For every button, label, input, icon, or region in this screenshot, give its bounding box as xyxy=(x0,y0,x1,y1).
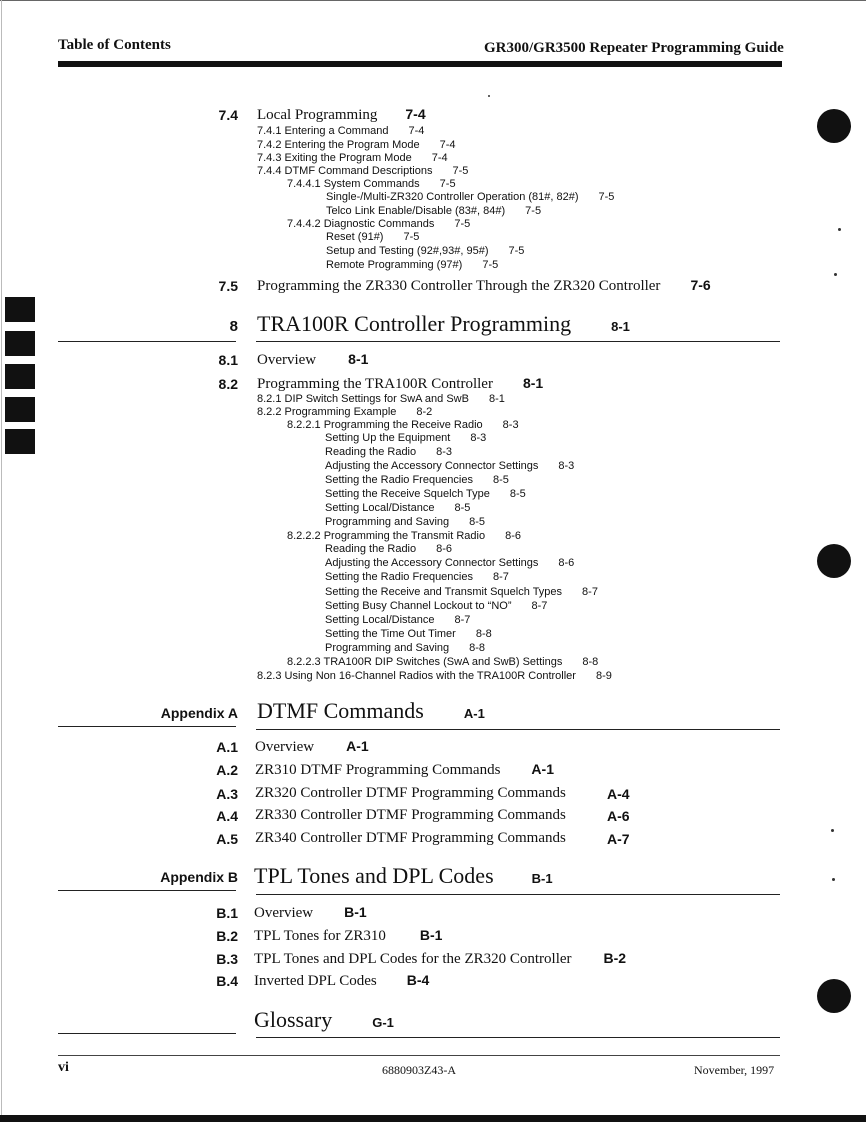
glossary-left-rule xyxy=(58,1033,236,1034)
appendix-b-4-page: B-4 xyxy=(406,972,430,988)
appendix-b-1-entry[interactable] xyxy=(254,904,367,922)
toc-item[interactable]: Reset (91#) 7-5 xyxy=(326,231,420,243)
appendix-a-3-page[interactable]: A-4 xyxy=(607,786,630,802)
appendix-a-left-rule xyxy=(58,726,236,727)
toc-item[interactable]: 7.4.4.2 Diagnostic Commands 7-5 xyxy=(287,218,471,230)
appendix-b-3-entry[interactable] xyxy=(254,950,626,968)
section-7-4-title: Local Programming xyxy=(257,107,378,123)
footer-doc-number: 6880903Z43-A xyxy=(382,1063,456,1077)
binder-tab-mark xyxy=(5,297,35,322)
appendix-b-left-rule xyxy=(58,890,236,891)
appendix-b-3-page: B-2 xyxy=(603,950,627,966)
section-8-1-title: Overview xyxy=(257,352,317,368)
appendix-a-title: DTMF Commands xyxy=(257,698,424,723)
toc-item[interactable]: 7.4.4.1 System Commands 7-5 xyxy=(287,178,456,190)
section-8-1-number: 8.1 xyxy=(218,352,238,368)
binder-tab-mark xyxy=(5,429,35,454)
appendix-a-1-entry[interactable] xyxy=(255,738,369,756)
header-left-title: Table of Contents xyxy=(58,37,171,53)
toc-item[interactable]: Telco Link Enable/Disable (83#, 84#) 7-5 xyxy=(326,205,542,217)
chapter-8-entry[interactable] xyxy=(257,311,630,337)
appendix-a-3-number: A.3 xyxy=(216,786,238,802)
toc-item[interactable]: Adjusting the Accessory Connector Settings 8-3 xyxy=(325,460,575,472)
section-8-2-entry[interactable] xyxy=(257,375,543,393)
appendix-a-2-page: A-1 xyxy=(531,761,554,777)
appendix-b-title: TPL Tones and DPL Codes xyxy=(254,863,494,888)
punch-hole xyxy=(817,544,851,578)
appendix-a-page: A-1 xyxy=(463,706,485,721)
footer-rule xyxy=(58,1055,780,1056)
toc-item[interactable]: 7.4.4 DTMF Command Descriptions 7-5 xyxy=(257,165,469,177)
appendix-b-entry[interactable] xyxy=(254,863,553,889)
header-rule xyxy=(58,61,782,67)
section-8-1-page: 8-1 xyxy=(348,351,369,367)
appendix-a-5-number: A.5 xyxy=(216,831,238,847)
toc-item[interactable]: Setup and Testing (92#,93#, 95#) 7-5 xyxy=(326,245,525,257)
section-7-4-page: 7-4 xyxy=(405,106,426,122)
chapter-8-number: 8 xyxy=(229,318,238,335)
appendix-a-4-number: A.4 xyxy=(216,808,238,824)
glossary-page: G-1 xyxy=(372,1015,394,1030)
footer-date: November, 1997 xyxy=(694,1063,775,1077)
speck xyxy=(834,273,837,276)
appendix-b-4-title: Inverted DPL Codes xyxy=(254,973,377,989)
toc-item[interactable]: 7.4.2 Entering the Program Mode 7-4 xyxy=(257,139,456,151)
toc-item[interactable]: Setting Busy Channel Lockout to “NO” 8-7 xyxy=(325,600,548,612)
appendix-a-2-entry[interactable] xyxy=(255,761,554,779)
appendix-a-1-page: A-1 xyxy=(346,738,369,754)
appendix-b-1-title: Overview xyxy=(254,905,314,921)
toc-item[interactable]: Single-/Multi-ZR320 Controller Operation (81#, 82#) 7-5 xyxy=(326,191,615,203)
section-7-4-entry[interactable] xyxy=(257,106,426,124)
section-8-2-page: 8-1 xyxy=(522,375,544,391)
toc-item[interactable]: 8.2.3 Using Non 16-Channel Radios with the TRA100R Controller 8-9 xyxy=(257,670,612,682)
toc-item[interactable]: Remote Programming (97#) 7-5 xyxy=(326,259,499,271)
speck xyxy=(488,95,490,97)
appendix-b-number: Appendix B xyxy=(160,869,238,885)
binder-tab-mark xyxy=(5,397,35,422)
top-border xyxy=(0,0,866,1)
chapter-8-title: TRA100R Controller Programming xyxy=(257,311,572,336)
appendix-b-4-number: B.4 xyxy=(216,973,238,989)
toc-item[interactable]: Setting the Time Out Timer 8-8 xyxy=(325,628,492,640)
section-8-1-entry[interactable] xyxy=(257,351,368,369)
appendix-b-4-entry[interactable] xyxy=(254,972,429,990)
punch-hole xyxy=(817,109,851,143)
toc-item[interactable]: Adjusting the Accessory Connector Settings 8-6 xyxy=(325,557,575,569)
toc-item[interactable]: Programming and Saving 8-5 xyxy=(325,516,486,528)
header-right-title: GR300/GR3500 Repeater Programming Guide xyxy=(484,40,784,56)
appendix-a-4-page[interactable]: A-6 xyxy=(607,808,630,824)
toc-item[interactable]: 8.2.2.3 TRA100R DIP Switches (SwA and SwB) Settings 8-8 xyxy=(287,656,599,668)
appendix-b-2-entry[interactable] xyxy=(254,927,442,945)
appendix-b-2-page: B-1 xyxy=(419,927,443,943)
chapter-8-left-rule xyxy=(58,341,236,342)
toc-item[interactable]: Setting Local/Distance 8-7 xyxy=(325,614,471,626)
section-8-2-title: Programming the TRA100R Controller xyxy=(257,376,493,392)
appendix-b-1-number: B.1 xyxy=(216,905,238,921)
section-7-5-page: 7-6 xyxy=(690,277,711,293)
footer-page-number: vi xyxy=(58,1060,69,1075)
toc-item[interactable]: 8.2.1 DIP Switch Settings for SwA and SwB 8-1 xyxy=(257,393,505,405)
toc-item[interactable]: 7.4.1 Entering a Command 7-4 xyxy=(257,125,425,137)
chapter-8-right-rule xyxy=(256,341,780,342)
appendix-a-right-rule xyxy=(256,729,780,730)
glossary-entry[interactable] xyxy=(254,1007,394,1033)
punch-hole xyxy=(817,979,851,1013)
toc-item[interactable]: Reading the Radio 8-3 xyxy=(325,446,453,458)
appendix-a-4-title[interactable]: ZR330 Controller DTMF Programming Commands xyxy=(255,807,566,823)
section-7-4-number: 7.4 xyxy=(218,107,238,123)
appendix-a-2-title: ZR310 DTMF Programming Commands xyxy=(255,762,501,778)
toc-item[interactable]: 7.4.3 Exiting the Program Mode 7-4 xyxy=(257,152,448,164)
section-7-5-number: 7.5 xyxy=(218,278,238,294)
toc-item[interactable]: Programming and Saving 8-8 xyxy=(325,642,486,654)
appendix-a-3-title[interactable]: ZR320 Controller DTMF Programming Commands xyxy=(255,785,566,801)
section-8-2-number: 8.2 xyxy=(218,376,238,392)
appendix-b-1-page: B-1 xyxy=(344,904,367,920)
appendix-a-number: Appendix A xyxy=(160,705,238,721)
bottom-bar xyxy=(0,1115,866,1122)
appendix-a-1-title: Overview xyxy=(255,739,315,755)
glossary-title: Glossary xyxy=(254,1007,333,1032)
appendix-a-5-page[interactable]: A-7 xyxy=(607,831,630,847)
appendix-a-1-number: A.1 xyxy=(216,739,238,755)
speck xyxy=(838,228,841,231)
appendix-b-page: B-1 xyxy=(531,871,553,886)
toc-item[interactable]: Setting Up the Equipment 8-3 xyxy=(325,432,487,444)
toc-item[interactable]: Setting the Radio Frequencies 8-7 xyxy=(325,571,509,583)
toc-item[interactable]: 8.2.2.1 Programming the Receive Radio 8-3 xyxy=(287,419,519,431)
toc-item[interactable]: Reading the Radio 8-6 xyxy=(325,543,453,555)
chapter-8-page: 8-1 xyxy=(611,319,630,334)
toc-item[interactable]: Setting the Receive and Transmit Squelch Types 8-7 xyxy=(325,586,598,598)
left-border xyxy=(1,0,2,1122)
speck xyxy=(832,878,835,881)
section-7-5-title: Programming the ZR330 Controller Through the ZR320 Controller xyxy=(257,278,661,294)
toc-item[interactable]: 8.2.2.2 Programming the Transmit Radio 8-6 xyxy=(287,530,521,542)
binder-tab-mark xyxy=(5,331,35,356)
appendix-a-entry[interactable] xyxy=(257,698,485,724)
appendix-b-2-title: TPL Tones for ZR310 xyxy=(254,928,386,944)
appendix-b-3-number: B.3 xyxy=(216,951,238,967)
toc-item[interactable]: 8.2.2 Programming Example 8-2 xyxy=(257,406,433,418)
binder-tab-mark xyxy=(5,364,35,389)
section-7-5-entry[interactable] xyxy=(257,277,711,295)
appendix-a-2-number: A.2 xyxy=(216,762,238,778)
toc-item[interactable]: Setting Local/Distance 8-5 xyxy=(325,502,471,514)
appendix-b-2-number: B.2 xyxy=(216,928,238,944)
toc-item[interactable]: Setting the Receive Squelch Type 8-5 xyxy=(325,488,526,500)
toc-item[interactable]: Setting the Radio Frequencies 8-5 xyxy=(325,474,509,486)
appendix-b-3-title: TPL Tones and DPL Codes for the ZR320 Controller xyxy=(254,951,572,967)
speck xyxy=(831,829,834,832)
appendix-a-5-title[interactable]: ZR340 Controller DTMF Programming Commands xyxy=(255,830,566,846)
appendix-b-right-rule xyxy=(256,894,780,895)
glossary-right-rule xyxy=(256,1037,780,1038)
